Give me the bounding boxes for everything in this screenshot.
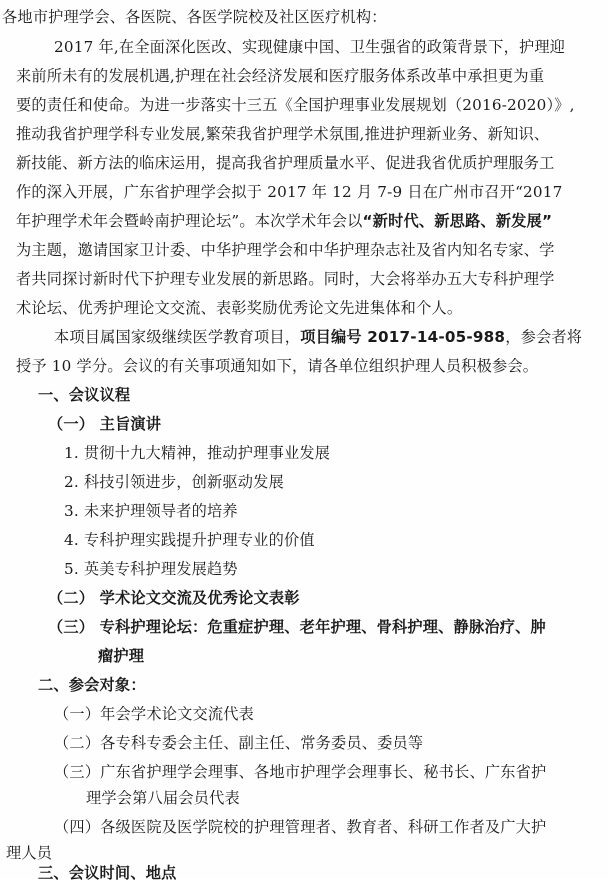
paragraph-line: 授予 10 学分。会议的有关事项通知如下，请各单位组织护理人员积极参会。 — [16, 357, 539, 375]
conference-theme: “新时代、新思路、新发展” — [362, 212, 553, 230]
subsection-heading-forum-cont: 瘤护理 — [98, 647, 145, 665]
paragraph-line: 要的责任和使命。为进一步落实十三五《全国护理事业发展规划（2016-2020）》, — [16, 96, 575, 114]
section-heading-attendees: 二、参会对象： — [38, 676, 146, 694]
project-number: 项目编号 2017-14-05-988 — [300, 328, 506, 346]
subsection-heading-forum: （三） 专科护理论坛：危重症护理、老年护理、骨科护理、静脉治疗、肿 — [48, 618, 546, 636]
subsection-heading-keynote: （一） 主旨演讲 — [48, 415, 162, 433]
paragraph-line: 者共同探讨新时代下护理专业发展的新思路。同时，大会将举办五大专科护理学 — [16, 270, 555, 288]
paragraph-line: 来前所未有的发展机遇,护理在社会经济发展和医疗服务体系改革中承担更为重 — [16, 67, 545, 85]
section-heading-agenda: 一、会议议程 — [38, 386, 131, 404]
attendee-item: （三）广东省护理学会理事、各地市护理学会理事长、秘书长、广东省护 — [54, 763, 547, 781]
agenda-item: 4. 专科护理实践提升护理专业的价值 — [64, 531, 315, 549]
attendee-item-cont: 理学会第八届会员代表 — [86, 789, 240, 807]
agenda-item: 3. 未来护理领导者的培养 — [64, 502, 238, 520]
subsection-heading-papers: （二） 学术论文交流及优秀论文表彰 — [48, 589, 300, 607]
agenda-item: 5. 英美专科护理发展趋势 — [64, 560, 238, 578]
paragraph-text: ，参会者将 — [505, 328, 583, 346]
paragraph-line-project — [54, 326, 582, 348]
agenda-item: 1. 贯彻十九大精神，推动护理事业发展 — [64, 444, 331, 462]
section-heading-time-place: 三、会议时间、地点 — [38, 864, 177, 882]
paragraph-line: 术论坛、优秀护理论文交流、表彰奖励优秀论文先进集体和个人。 — [16, 299, 463, 317]
paragraph-line: 为主题，邀请国家卫计委、中华护理学会和中华护理杂志社及省内知名专家、学 — [16, 241, 555, 259]
paragraph-text: 本项目属国家级继续医学教育项目， — [54, 328, 301, 346]
attendee-item: （二）各专科专委会主任、副主任、常务委员、委员等 — [54, 734, 424, 752]
paragraph-line: 2017 年,在全面深化医改、实现健康中国、卫生强省的政策背景下，护理迎 — [54, 38, 566, 56]
agenda-item: 2. 科技引领进步，创新驱动发展 — [64, 473, 284, 491]
attendee-item-cont: 理人员 — [6, 844, 53, 862]
attendee-item: （一）年会学术论文交流代表 — [54, 705, 255, 723]
salutation: 各地市护理学会、各医院、各医学院校及社区医疗机构： — [2, 8, 387, 26]
paragraph-line: 作的深入开展，广东省护理学会拟于 2017 年 12 月 7-9 日在广州市召开“2017 — [16, 183, 563, 201]
paragraph-line-with-theme — [16, 210, 552, 232]
paragraph-line: 新技能、新方法的临床运用，提高我省护理质量水平、促进我省优质护理服务工 — [16, 154, 555, 172]
paragraph-text: 年护理学术年会暨岭南护理论坛”。本次学术年会以 — [16, 212, 363, 230]
attendee-item: （四）各级医院及医学院校的护理管理者、教育者、科研工作者及广大护 — [54, 818, 547, 836]
paragraph-line: 推动我省护理学科专业发展,繁荣我省护理学术氛围,推进护理新业务、新知识、 — [16, 125, 550, 143]
